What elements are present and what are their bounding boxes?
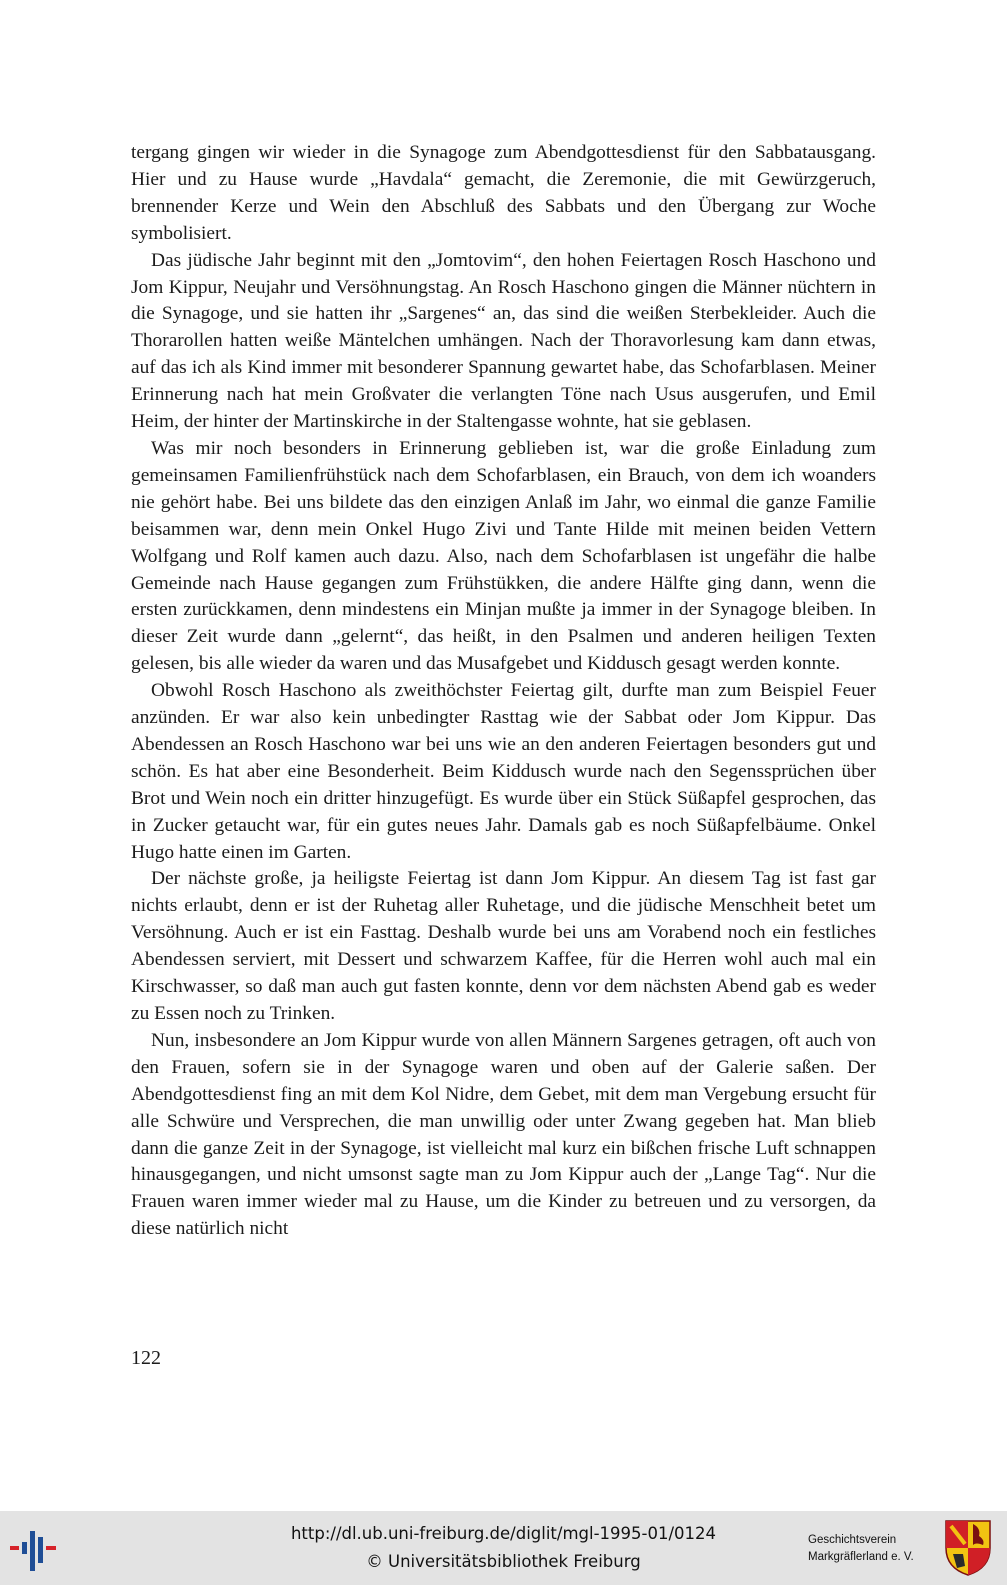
paragraph: Was mir noch besonders in Erinnerung geblieben ist, war die große Einladung zum gemeinsamen Familienfrühstück nach dem Schofarblasen, ein Brauch, von dem ich woanders nie gehört habe. Bei uns bildete das den einzigen Anlaß im Jahr, wo einmal die ganze Familie beisammen war, denn mein Onkel Hugo Zivi und Tante Hilde mit meinen beiden Vettern Wolfgang und Rolf kamen auch dazu. Also, nach dem Schofarblasen ist ungefähr die halbe Gemeinde nach Hause gegangen zum Frühstükken, die andere Hälfte ging dann, wenn die ersten zurückkamen, denn mindestens ein Minjan mußte ja immer in der Synagoge bleiben. In dieser Zeit wurde dann „gelernt“, das heißt, in den Psalmen und anderen heiligen Texten gelesen, bis alle wieder da waren und das Musafgebet und Kiddusch gesagt werden konnte. [131,437,876,675]
paragraph: Nun, insbesondere an Jom Kippur wurde von allen Männern Sargenes getragen, oft auch von den Frauen, sofern sie in der Synagoge waren und oben auf der Galerie saßen. Der Abendgottesdienst fing an mit dem Kol Nidre, dem Gebet, mit dem man Vergebung ersucht für alle Schwüre und Versprechen, die man unwillig oder unter Zwang gegeben hat. Man blieb dann die ganze Zeit in der Synagoge, ist vielleicht mal kurz ein bißchen frische Luft schnappen hinausgegangen, und nicht umsonst sagte man zu Jom Kippur auch der „Lange Tag“. Nur die Frauen waren immer wieder mal zu Hause, um die Kinder zu betreuen und zu versorgen, da diese natürlich nicht [131,1029,876,1240]
society-line-2: Markgräflerland e. V. [808,1551,914,1563]
coat-of-arms-icon [943,1518,993,1578]
page-number: 122 [131,1347,161,1369]
page-body [131,140,876,1243]
footer-bar [0,1511,1007,1585]
society-name [808,1532,940,1566]
footer-url-link[interactable]: http://dl.ub.uni-freiburg.de/diglit/mgl-1995-01/0124 [290,1524,717,1543]
paragraph: Obwohl Rosch Haschono als zweithöchster Feiertag gilt, durfte man zum Beispiel Feuer anzünden. Er war also kein unbedingter Rasttag wie der Sabbat oder Jom Kippur. Das Abendessen an Rosch Haschono war bei uns wie an den anderen Feiertagen besonders gut und schön. Es hat aber eine Besonderheit. Beim Kiddusch wurde nach den Segenssprüchen über Brot und Wein noch ein dritter hinzugefügt. Es wurde über ein Stück Süßapfel gesprochen, das in Zucker getaucht war, für ein gutes neues Jahr. Damals gab es noch Süßapfelbäume. Onkel Hugo hatte einen im Garten. [131,680,876,863]
paragraph: Das jüdische Jahr beginnt mit den „Jomtovim“, den hohen Feiertagen Rosch Haschono und Jom Kippur, Neujahr und Versöhnungstag. An Rosch Haschono gingen die Männer nüchtern in die Synagoge, und sie hatten ihr „Sargenes“ an, das sind die weißen Sterbekleider. Auch die Thorarollen hatten weiße Mäntelchen umhängen. Nach der Thoravorlesung kam dann etwas, auf das ich als Kind immer mit besonderer Spannung gewartet habe, das Schofarblasen. Meiner Erinnerung nach hat mein Großvater die verlangten Töne nach Usus ausgerufen, und Emil Heim, der hinter der Martinskirche in der Staltengasse wohnte, hat sie geblasen. [131,249,876,433]
society-line-1: Geschichtsverein [808,1534,897,1546]
paragraph: Der nächste große, ja heiligste Feiertag ist dann Jom Kippur. An diesem Tag ist fast gar nichts erlaubt, denn er ist der Ruhetag aller Ruhetage, und die jüdische Menschheit betet um Versöhnung. Auch er ist ein Fasttag. Deshalb wurde bei uns am Vorabend noch ein festliches Abendessen serviert, mit Dessert und schwarzem Kaffee, für die Herren wohl auch mal ein Kirschwasser, so daß man auch gut fasten konnte, denn vor dem nächsten Abend gab es weder zu Essen noch zu Trinken. [131,868,876,1024]
footer-copyright: © Universitätsbibliothek Freiburg [366,1552,641,1571]
paragraph: tergang gingen wir wieder in die Synagoge zum Abendgottesdienst für den Sabbatausgang. Hier und zu Hause wurde „Havdala“ gemacht, die Zeremonie, die mit Gewürzgeruch, brennender Kerze und Wein den Abschluß des Sabbats und den Übergang zur Woche symbolisiert. [131,142,876,244]
